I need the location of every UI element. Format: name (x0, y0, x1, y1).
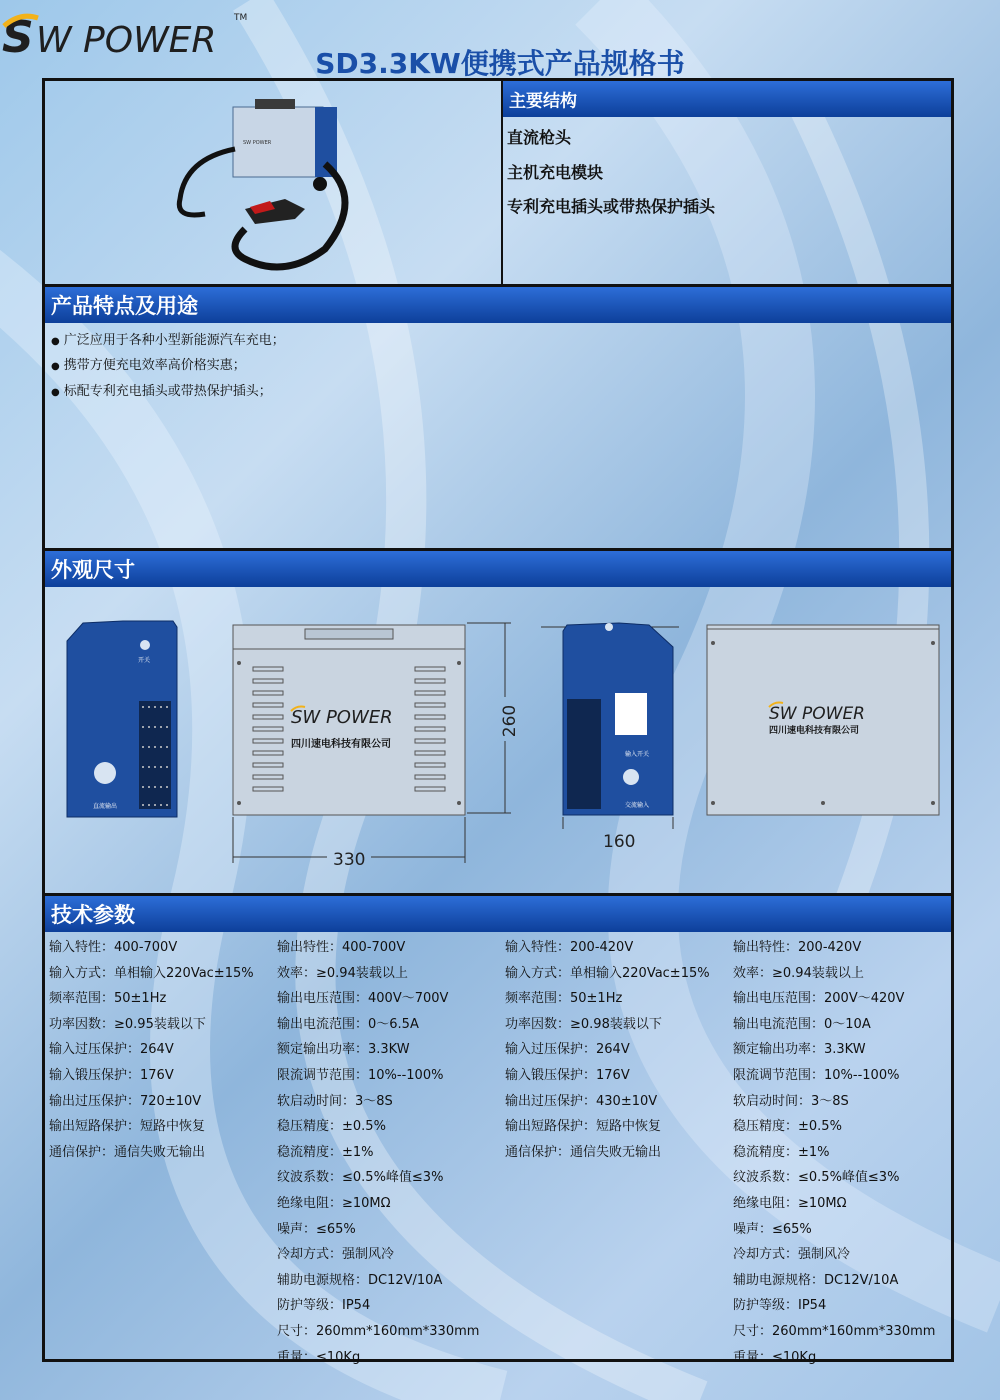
tech-param-3: 输入过压保护：264V (505, 1042, 630, 1058)
features-section (45, 287, 951, 551)
tech-param-4: 稳流精度：±1% (733, 1144, 830, 1160)
tech-param-4: 输出电压范围：200V～420V (733, 991, 905, 1007)
tech-param-2: 辅助电源规格：DC12V/10A (277, 1272, 443, 1288)
tech-param-1: 功率因数：≥0.95装载以下 (49, 1016, 206, 1032)
structure-item: 主机充电模块 (507, 163, 604, 182)
front-switch-label: 开关 (138, 657, 151, 664)
feature-item: ● 广泛应用于各种小型新能源汽车充电； (51, 329, 285, 348)
side-panel-drawing (539, 617, 683, 829)
svg-text:SW POWER: SW POWER (291, 707, 393, 728)
tech-param-3: 输入特性：200-420V (505, 940, 634, 955)
tech-param-4: 冷却方式：强制风冷 (733, 1247, 851, 1263)
structure-header: 主要结构 (503, 81, 951, 117)
tech-param-2: 尺寸：260mm*160mm*330mm (277, 1324, 480, 1339)
front-output-label: 直流输出 (93, 803, 118, 810)
tech-param-2: 额定输出功率：3.3KW (277, 1042, 410, 1058)
dimensions-section (45, 551, 951, 896)
structure-item: 专利充电插头或带热保护插头 (507, 197, 716, 216)
tech-param-1: 频率范围：50±1Hz (49, 991, 167, 1007)
tech-param-2: 软启动时间：3～8S (277, 1093, 393, 1109)
tech-param-4: 重量：≤10Kg (733, 1349, 817, 1365)
side-switch-label: 输入开关 (625, 751, 650, 758)
dimension-lines (231, 617, 531, 877)
tech-param-4: 绝缘电阻：≥10MΩ (733, 1196, 847, 1211)
tech-header: 技术参数 (45, 896, 951, 932)
svg-text:S: S (2, 12, 34, 63)
tech-param-1: 输入锻压保护：176V (49, 1068, 174, 1083)
svg-text:SW POWER: SW POWER (769, 704, 865, 724)
tech-param-4: 防护等级：IP54 (733, 1298, 827, 1314)
tech-param-1: 输出过压保护：720±10V (49, 1093, 202, 1109)
tech-param-3: 功率因数：≥0.98装载以下 (505, 1016, 662, 1032)
tech-param-3: 输出过压保护：430±10V (505, 1093, 658, 1109)
side-input-label: 交流输入 (625, 802, 650, 809)
tech-param-1: 输入特性：400-700V (49, 940, 178, 955)
tech-param-2: 输出特性：400-700V (277, 940, 406, 955)
feature-item: ● 携带方便充电效率高价格实惠； (51, 354, 246, 373)
document-title: SD3.3KW便携式产品规格书 (315, 47, 685, 80)
tech-param-1: 通信保护：通信失败无输出 (49, 1144, 206, 1160)
tech-param-4: 纹波系数：≤0.5%峰值≤3% (733, 1170, 900, 1186)
back-view-drawing (705, 623, 941, 819)
tech-param-1: 输出短路保护：短路中恢复 (49, 1119, 206, 1135)
tech-param-4: 输出电流范围：0～10A (733, 1016, 871, 1032)
tech-param-2: 冷却方式：强制风冷 (277, 1247, 395, 1263)
tech-param-2: 绝缘电阻：≥10MΩ (277, 1196, 391, 1211)
tech-section (45, 896, 951, 1365)
structure-section (45, 81, 951, 287)
dimension-width: 330 (333, 850, 366, 870)
tech-param-2: 输出电压范围：400V～700V (277, 991, 449, 1007)
dimensions-header: 外观尺寸 (45, 551, 951, 587)
tech-param-4: 限流调节范围：10%--100% (733, 1068, 900, 1083)
tech-param-4: 噪声：≤65% (733, 1221, 812, 1237)
tech-param-2: 限流调节范围：10%--100% (277, 1068, 444, 1083)
dimension-height: 260 (500, 704, 521, 738)
tech-param-2: 稳流精度：±1% (277, 1144, 374, 1160)
dimension-depth: 160 (603, 832, 636, 852)
structure-item: 直流枪头 (507, 128, 572, 147)
svg-text:TM: TM (234, 13, 248, 23)
tech-param-1: 输入过压保护：264V (49, 1042, 174, 1058)
tech-param-3: 输入锻压保护：176V (505, 1068, 630, 1083)
tech-param-4: 输出特性：200-420V (733, 940, 862, 955)
tech-param-2: 稳压精度：±0.5% (277, 1119, 386, 1135)
tech-param-4: 额定输出功率：3.3KW (733, 1042, 866, 1058)
tech-param-3: 频率范围：50±1Hz (505, 991, 623, 1007)
features-header: 产品特点及用途 (45, 287, 951, 323)
tech-param-2: 输出电流范围：0～6.5A (277, 1016, 419, 1032)
tech-param-3: 通信保护：通信失败无输出 (505, 1144, 662, 1160)
spec-frame (42, 78, 954, 1365)
tech-param-3: 输入方式：单相输入220Vac±15% (505, 965, 710, 981)
tech-param-3: 输出短路保护：短路中恢复 (505, 1119, 662, 1135)
svg-text:SW POWER: SW POWER (243, 140, 272, 146)
tech-param-2: 防护等级：IP54 (277, 1298, 371, 1314)
tech-param-4: 软启动时间：3～8S (733, 1093, 849, 1109)
tech-param-2: 纹波系数：≤0.5%峰值≤3% (277, 1170, 444, 1186)
front-panel-drawing (63, 617, 181, 821)
svg-text:W POWER: W POWER (36, 20, 217, 61)
tech-param-4: 稳压精度：±0.5% (733, 1119, 842, 1135)
tech-param-1: 输入方式：单相输入220Vac±15% (49, 965, 254, 981)
tech-param-4: 效率：≥0.94装载以上 (733, 965, 864, 981)
tech-param-2: 重量：≤10Kg (277, 1349, 361, 1365)
tech-param-2: 噪声：≤65% (277, 1221, 356, 1237)
back-view-company: 四川速电科技有限公司 (769, 726, 860, 736)
tech-param-4: 尺寸：260mm*160mm*330mm (733, 1324, 936, 1339)
tech-param-2: 效率：≥0.94装载以上 (277, 965, 408, 981)
top-view-company: 四川速电科技有限公司 (291, 739, 391, 750)
feature-item: ● 标配专利充电插头或带热保护插头； (51, 380, 272, 399)
tech-param-4: 辅助电源规格：DC12V/10A (733, 1272, 899, 1288)
product-photo (175, 89, 375, 274)
